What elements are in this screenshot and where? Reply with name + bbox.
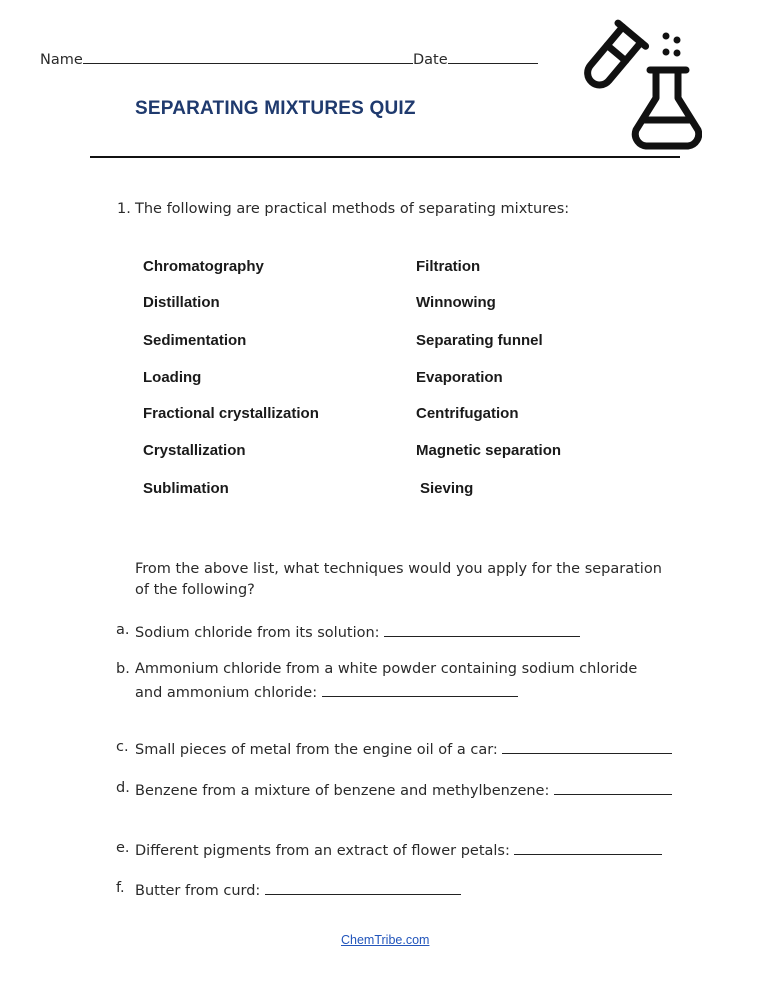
test-tube-and-flask-icon <box>578 18 702 152</box>
method-right-5: Centrifugation <box>416 405 519 422</box>
item-a-text: Sodium chloride from its solution: <box>135 625 385 641</box>
method-left-4: Loading <box>143 369 202 386</box>
method-left-3: Sedimentation <box>143 332 247 349</box>
title-divider <box>90 156 680 158</box>
method-right-6: Magnetic separation <box>416 442 562 459</box>
item-c <box>135 739 672 758</box>
method-left-7: Sublimation <box>143 480 229 497</box>
question-1-number: 1. <box>117 201 131 217</box>
method-left-6: Crystallization <box>143 442 246 459</box>
item-c-answer-blank[interactable] <box>502 739 672 754</box>
method-left-5: Fractional crystallization <box>143 405 319 422</box>
name-label: Name <box>40 52 83 68</box>
item-b-text-2: and ammonium chloride: <box>135 685 322 701</box>
item-e-letter: e. <box>116 840 130 856</box>
method-right-1: Filtration <box>416 258 481 275</box>
method-right-2: Winnowing <box>416 294 496 311</box>
method-right-3: Separating funnel <box>416 332 543 349</box>
method-right-4: Evaporation <box>416 369 503 386</box>
instruction-line-2: of the following? <box>135 582 255 598</box>
item-e <box>135 840 662 859</box>
item-c-text: Small pieces of metal from the engine oil of a car: <box>135 742 503 758</box>
item-a <box>135 622 580 641</box>
item-b-answer-blank[interactable] <box>322 682 518 697</box>
item-e-answer-blank[interactable] <box>514 840 662 855</box>
method-right-7: Sieving <box>420 480 474 497</box>
instruction-line-1: From the above list, what techniques would you apply for the separation <box>135 561 662 577</box>
item-f <box>135 880 461 899</box>
item-d-text: Benzene from a mixture of benzene and methylbenzene: <box>135 783 554 799</box>
method-left-2: Distillation <box>143 294 220 311</box>
item-d <box>135 780 672 799</box>
item-b-line-1: Ammonium chloride from a white powder containing sodium chloride <box>135 661 638 677</box>
page-title: SEPARATING MIXTURES QUIZ <box>135 98 416 119</box>
item-b-letter: b. <box>116 661 130 677</box>
item-f-answer-blank[interactable] <box>265 880 461 895</box>
item-c-letter: c. <box>116 739 129 755</box>
item-b-line-2 <box>135 682 518 701</box>
item-a-answer-blank[interactable] <box>384 622 580 637</box>
item-f-letter: f. <box>116 880 125 896</box>
item-a-letter: a. <box>116 622 130 638</box>
item-f-text: Butter from curd: <box>135 883 265 899</box>
item-e-text: Different pigments from an extract of flower petals: <box>135 843 515 859</box>
name-blank[interactable] <box>83 49 413 64</box>
date-field <box>413 49 538 68</box>
name-field <box>40 49 413 68</box>
item-d-answer-blank[interactable] <box>554 780 672 795</box>
date-blank[interactable] <box>448 49 538 64</box>
question-1-prompt: The following are practical methods of separating mixtures: <box>135 201 570 217</box>
date-label: Date <box>413 52 448 68</box>
item-d-letter: d. <box>116 780 130 796</box>
footer-link[interactable]: ChemTribe.com <box>341 933 430 947</box>
method-left-1: Chromatography <box>143 258 264 275</box>
